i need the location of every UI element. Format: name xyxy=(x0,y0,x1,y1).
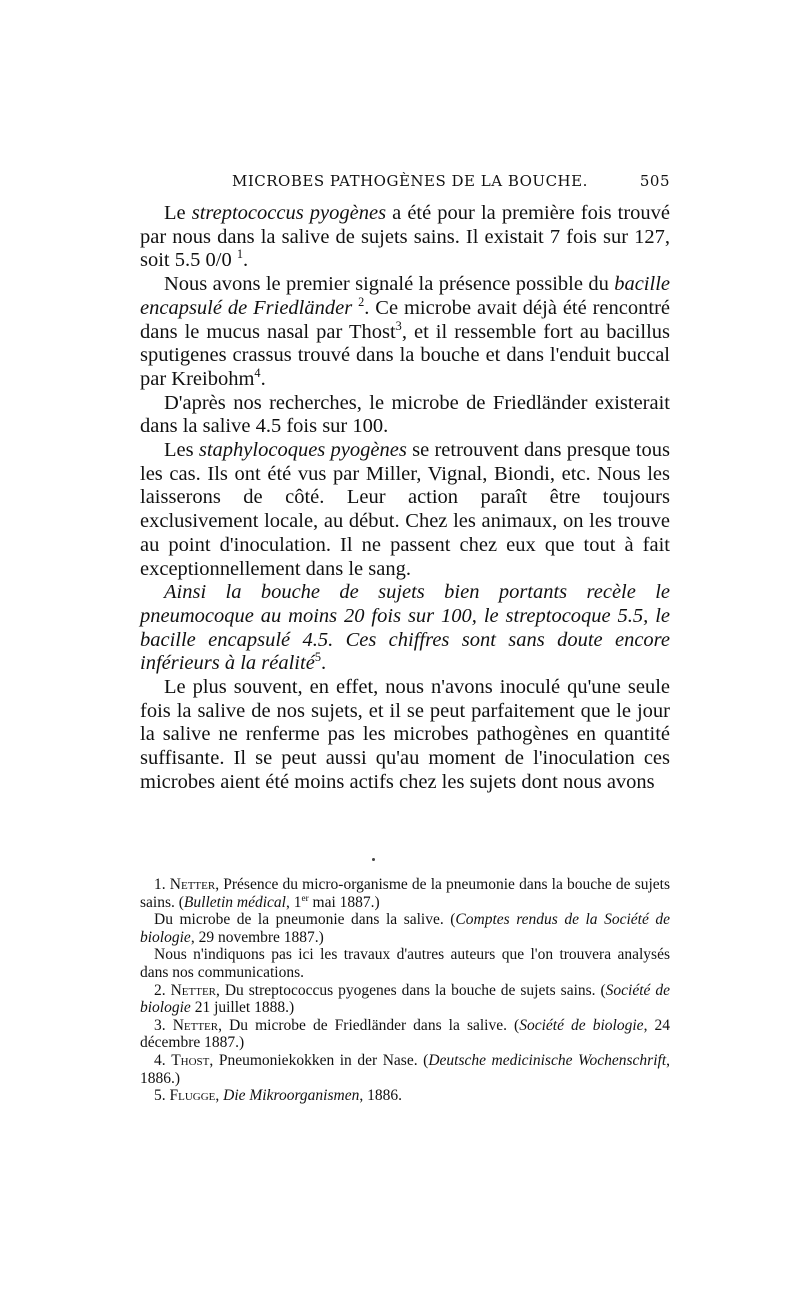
footnote-ref: 1 xyxy=(236,247,243,262)
text-run: . Ce microbe avait déjà été rencontré dans le mucus nasal par Thost xyxy=(140,296,671,343)
page-number: 505 xyxy=(639,172,670,190)
page-content xyxy=(140,172,670,795)
text-run: , xyxy=(215,1087,224,1105)
footnote-author: Thost xyxy=(171,1051,210,1069)
text-run: 21 juillet 1888.) xyxy=(190,999,295,1017)
footnote-number: 3. xyxy=(154,1016,173,1034)
text-run: Nous avons le premier signalé la présence possible du xyxy=(164,273,615,296)
text-run: , et il ressemble fort au bacillus sputigenes crassus trouvé dans la bouche et dans l'enduit buccal par Kreibohm xyxy=(140,320,670,390)
footnote-author: Netter xyxy=(169,876,216,893)
text-run: , 1 xyxy=(285,893,302,911)
footnote-ref: 5 xyxy=(314,650,321,665)
footnote-ref: 2 xyxy=(358,294,365,309)
footnote-ref: 4 xyxy=(254,366,261,381)
footnote-source: Société de biologie xyxy=(140,981,671,1017)
footnote-source: Bulletin médical xyxy=(183,893,286,911)
footnote-number: 1. xyxy=(154,876,170,893)
footnote-2 xyxy=(140,982,670,1017)
text-run: Les xyxy=(164,439,199,462)
footnote-3 xyxy=(140,1017,670,1052)
text-run: se retrouvent dans presque tous les cas. Ils ont été vus par Miller, Vignal, Biondi, etc. Nous les laisserons de côté. Leur action paraît être toujours exclusivement locale, au début. Chez les animaux, on les trouve au point d'inoculation. Il ne passent chez eux que tout à fait exceptionnellement dans le sang. xyxy=(140,439,670,580)
text-run: Le xyxy=(164,202,192,224)
superscript: er xyxy=(301,893,309,904)
italic-term: streptococcus pyogènes xyxy=(191,202,387,224)
footnote-5 xyxy=(140,1087,670,1105)
text-run: , Présence du micro-organisme de la pneumonie dans la bouche de sujets sains. ( xyxy=(140,876,671,911)
footnote-number: 2. xyxy=(154,981,171,999)
text-run: . xyxy=(320,652,327,675)
italic-text: Ainsi la bouche de sujets bien portants recèle le pneumocoque au moins 20 fois sur 100, le streptocoque 5.5, le bacille encapsulé 4.5. Ces chiffres sont sans doute encore inférieurs à la réalité xyxy=(140,581,670,675)
paragraph-2 xyxy=(140,273,670,392)
paragraph-6: Le plus souvent, en effet, nous n'avons inoculé qu'une seule fois la salive de nos sujets, et il se peut parfaitement que le jour la salive ne renferme pas les microbes pathogènes en quantité suffisante. Il se peut aussi qu'au moment de l'inoculation ces microbes aient été moins actifs chez les sujets dont nous avons xyxy=(140,676,670,793)
footnote-source: Société de biologie xyxy=(519,1016,644,1034)
footnote-ref: 3 xyxy=(395,318,402,333)
running-title: MICROBES PATHOGÈNES DE LA BOUCHE. xyxy=(232,172,588,190)
text-run: , 24 décembre 1887.) xyxy=(140,1016,671,1052)
footnote-1c: Nous n'indiquons pas ici les travaux d'autres auteurs que l'on trouvera analysés dans nos communications. xyxy=(140,946,670,981)
footnote-author: Netter xyxy=(172,1016,219,1034)
paragraph-4 xyxy=(140,439,670,581)
text-run: a été pour la première fois trouvé par nous dans la salive de sujets sains. Il existait 7 fois sur 127, soit 5.5 0/0 xyxy=(140,202,671,272)
body-text xyxy=(140,202,670,795)
separator-dot xyxy=(372,858,375,861)
italic-term: bacille encapsulé de Friedländer xyxy=(140,273,670,319)
text-run: Du microbe de la pneumonie dans la salive. ( xyxy=(154,911,456,929)
running-header xyxy=(140,172,670,190)
footnotes xyxy=(140,876,670,1105)
footnote-source: Deutsche medicinische Wochenschrift xyxy=(428,1051,667,1069)
paragraph-1 xyxy=(140,202,670,273)
text-run: . xyxy=(242,249,249,272)
text-run: . xyxy=(260,367,266,390)
text-run: , 29 novembre 1887.) xyxy=(190,928,324,946)
text-run: , 1886. xyxy=(359,1087,402,1105)
footnote-author: Flugge xyxy=(169,1087,216,1105)
footnote-1b xyxy=(140,911,670,946)
text-run: mai 1887.) xyxy=(308,893,380,911)
footnote-number: 5. xyxy=(154,1087,170,1105)
paragraph-5 xyxy=(140,581,670,676)
footnote-source: Comptes rendus de la Société de biologie xyxy=(140,911,670,946)
footnote-source: Die Mikroorganismen xyxy=(223,1087,360,1105)
text-run: , 1886.) xyxy=(140,1051,670,1087)
italic-term: staphylocoques pyogènes xyxy=(198,439,407,462)
text-run: , Du streptococcus pyogenes dans la bouche de sujets sains. ( xyxy=(216,981,606,999)
footnote-4 xyxy=(140,1052,670,1087)
paragraph-3: D'après nos recherches, le microbe de Friedländer existerait dans la salive 4.5 fois sur 100. xyxy=(140,391,670,438)
text-run: , Pneumoniekokken in der Nase. ( xyxy=(209,1051,429,1069)
footnote-1 xyxy=(140,876,670,911)
text-run: , Du microbe de Friedländer dans la salive. ( xyxy=(218,1016,520,1034)
footnote-number: 4. xyxy=(154,1051,172,1069)
footnote-author: Netter xyxy=(170,981,217,999)
